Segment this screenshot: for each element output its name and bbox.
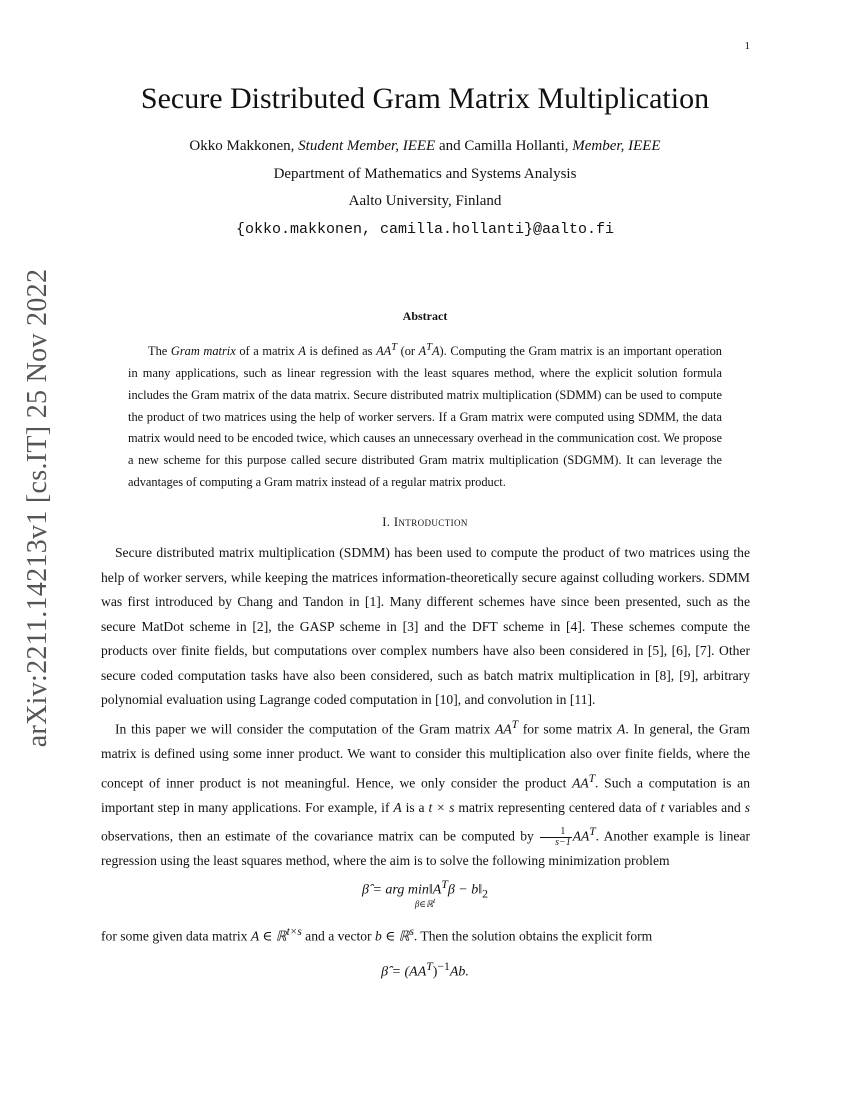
eq1-argmin-subscript (0, 896, 850, 910)
p3-t3: . Then the solution obtains the explicit form (413, 928, 653, 944)
abstract-lead: The (148, 344, 171, 359)
p2-m2: A (617, 721, 626, 737)
abstract-text4: ). Computing the Gram matrix is an important operation in many applications, such as linear regression with the least squares method, where the explicit solution formula includes the Gram matrix of the data matrix. Secure distributed matrix multiplication (SDMM) can be used to compute the product of two matrices using the help of worker servers. If a Gram matrix were computed using SDMM, the data matrix would need to be encoded twice, which causes an unnecessary overhead in the communication cost. We propose a new scheme for this purpose called secure distributed Gram matrix multiplication (SDGMM). It can leverage the advantages of computing a Gram matrix instead of a regular matrix product. (128, 344, 722, 489)
eq1-rhs: ‖A (428, 882, 442, 898)
p2-m5: t × s (428, 799, 455, 815)
p2-t5: is a (401, 799, 429, 815)
p2-t7: variables and (664, 799, 745, 815)
p2-m8: AA (572, 828, 590, 844)
section-title: Introduction (393, 515, 468, 529)
abstract-sup-t2: T (426, 342, 432, 353)
p2-m1: AA (495, 721, 512, 737)
p2-sup3: T (589, 826, 596, 839)
equation-solution: β̂ = $(AA^T)^{-1}Ab$. (381, 960, 469, 980)
p3-m2-sup: s (409, 926, 414, 938)
paper-title: Secure Distributed Gram Matrix Multiplication (140, 82, 710, 115)
abstract-heading: Abstract (402, 309, 448, 323)
p2-m6: t (660, 799, 665, 815)
arxiv-stamp: arXiv:2211.14213v1 [cs.IT] 25 Nov 2022 (22, 268, 53, 748)
abstract-expr2: A (418, 344, 427, 359)
eq1-lhs: β̂ = arg min (361, 882, 429, 898)
abstract-text2: is defined as (305, 344, 377, 359)
abstract-expr2b: A (431, 344, 440, 359)
author1-role: Student Member, IEEE (298, 138, 436, 154)
p2-sup2: T (588, 772, 596, 785)
intro-paragraph-3 (101, 920, 750, 949)
author-emails: {okko.makkonen, camilla.hollanti}@aalto.fi (235, 221, 615, 238)
p2-m4: A (393, 799, 402, 815)
department: Department of Mathematics and Systems Analysis (273, 166, 577, 182)
intro-paragraph-2 (101, 713, 750, 874)
eq2-lhs: β̂ = (AA (381, 964, 427, 980)
p2-t1: In this paper we will consider the computation of the Gram matrix (115, 721, 496, 737)
abstract-sup-t: T (391, 342, 397, 353)
eq2-sup-inv: −1 (437, 960, 450, 973)
eq1-subscript: β∈ℝ (414, 899, 434, 909)
p2-m3: AA (572, 775, 589, 791)
abstract-text (128, 337, 722, 494)
p3-m1: A ∈ ℝ (250, 928, 287, 944)
author2-name: and Camilla Hollanti, (438, 138, 569, 154)
abstract-var-a: A (298, 344, 306, 359)
section-heading (0, 515, 850, 530)
abstract-term: Gram matrix (170, 344, 236, 359)
author2-role: Member, IEEE (572, 138, 661, 154)
university: Aalto University, Finland (348, 193, 502, 209)
eq1-subscript-sup: t (433, 896, 436, 905)
author-line (0, 138, 850, 155)
p3-t2: and a vector (301, 928, 375, 944)
fraction-numerator: 1 (540, 827, 572, 838)
p2-sup1: T (511, 719, 518, 731)
p2-t9: . Another example is linear regression using the least squares method, where the aim is to solve the following minimization problem (101, 828, 750, 869)
eq1-sup: T (441, 878, 448, 891)
intro-paragraph-1: Secure distributed matrix multiplication (SDMM) has been used to compute the product of two matrices using the help of worker servers, while keeping the matrices information-theoretically secure against colluding workers. SDMM was first introduced by Chang and Tandon in [1]. Many different schemes have since been presented, such as the secure MatDot scheme in [2], the GASP scheme in [3] and the DFT scheme in [4]. These schemes compute the products over finite fields, but computations over complex numbers have also been considered in [5], [6], [7]. Other secure coded computation tasks have also been considered, such as batch matrix multiplication in [8], [9], arbitrary polynomial evaluation using Lagrange coded computation in [10], and convolution in [11]. (101, 545, 750, 707)
abstract-expr1: AA (376, 344, 392, 359)
fraction (540, 827, 572, 848)
abstract-text1: of a matrix (235, 344, 299, 359)
section-number: I. (382, 515, 391, 529)
abstract-text3: (or (396, 344, 419, 359)
p2-t3: . In general, the Gram matrix is defined using some inner product. We want to consider this multiplication also over finite fields, where the concept of inner product is not meaningful. Hence, we only consider the product (101, 721, 750, 791)
author1-name: Okko Makkonen, (189, 138, 295, 154)
p2-t8: observations, then an estimate of the covariance matrix can be computed by (101, 828, 540, 844)
eq2-sup-t: T (426, 960, 433, 973)
fraction-denominator: s−1 (555, 836, 571, 848)
p2-t2: for some matrix (518, 721, 618, 737)
eq1-rhs2: β − b‖ (447, 882, 483, 898)
p2-m7: s (744, 799, 750, 815)
eq1-norm-sub: 2 (482, 887, 488, 901)
p3-m1-sup: t×s (286, 926, 302, 938)
p3-m2: b ∈ ℝ (375, 928, 410, 944)
eq2-tail: Ab. (449, 964, 469, 980)
p3-t1: for some given data matrix (101, 928, 251, 944)
p2-t6: matrix representing centered data of (454, 799, 661, 815)
page-number: 1 (744, 40, 750, 52)
p2-t4: . Such a computation is an important step in many applications. For example, if (101, 775, 750, 815)
